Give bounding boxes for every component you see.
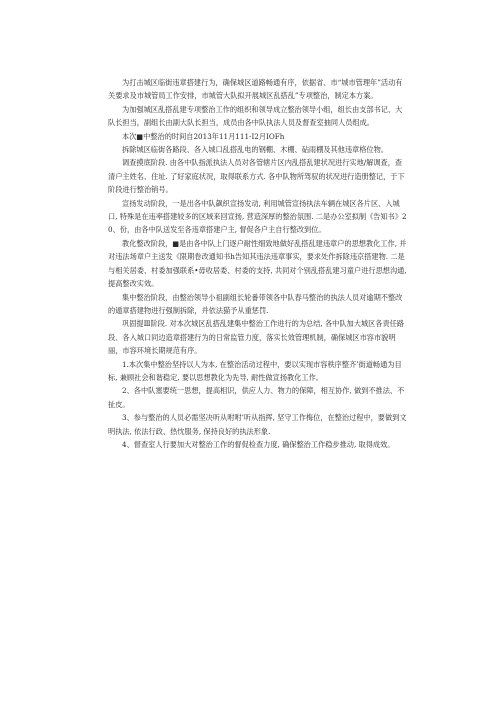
paragraph-requirement-4: 4、督查室人行要加大对整治工作的督促检查力度, 确保整治工作稳步推动, 取得成效。 bbox=[122, 439, 395, 449]
paragraph-consolidation: 巩固提Ⅲ阶段. 对本次城区乱搭乱建集中整治工作进行的为总结, 各中队加大城区各责任路段、各入城口同边造章搭建行为的日常监管力度，落实长效管理机制，确保城区市容市貌明丽，市容环境长期规范有序。 bbox=[108, 319, 405, 356]
paragraph-requirement-1: 1.本次集中整治坚持以人为本, 在整治活动过程中，要以实现市容秩序整齐’街道畅通为目标, 兼顾社会和谐稳定, 要以思想教化为先导, 耐性做宣扬教化工作。 bbox=[108, 359, 402, 382]
paragraph-investigation: 调查摸底阶段. 由各中队指派执法人员对各管辖片区内乱搭乱建状况进行实地/解调查，查清户主姓名、住址. 了好家庭状况，取得联系方式. 各中队物所驾驭的状况进行造册整记，于下阶段进行整治销号。 bbox=[108, 158, 405, 195]
paragraph-leadership: 为加强城区乱搭乱建专项整治工作的组织和领导成立整治领导小组，组长由支部书记、大队长担当，副组长由副大队长担当，成员由各中队执法人员及督查室抽同人员组成。 bbox=[108, 104, 403, 128]
paragraph-enforcement: 集中整治阶段，由整治领导小祖副组长轮番带领各中队春马整治的执法人员对逾期不整改的遁章搭建物进行强制拆除，并依法猫予从重惩罚. bbox=[108, 292, 403, 315]
paragraph-education: 教化整改阶段，■是由各中队上门逐户耐性细致地做好乱搭乱建违章户的思想教化工作, 并对违法场章户主送发《限期卷改通知书h告知其违法违章事实，要求处作拆除违京搭建物. 二是与相关居委、村委加强联系•毋收居委、村委的支持, 共同对个别乱搭乱建习童户进行思想沟通, 提高整改实效。 bbox=[108, 238, 407, 289]
paragraph-requirement-3: 3、参与整治的人员必需坚决听从咐咐’听从指挥, 坚守工作梅位，在整治过程中，要做到文明执法, 依法行政、热忱服务, 保持良好的执法形象. bbox=[108, 413, 407, 436]
paragraph-requirement-2: 2、各中队塞要统一思想，提高相识，供应人力、物力的保障，相互协作, 做到不推法、不扯皮。 bbox=[108, 386, 405, 409]
paragraph-scope: 拆除城区临街各路段、各入城口乱搭乱电的钢棚、木棚、砧雨棚及其他违章格位物。 bbox=[122, 145, 388, 155]
paragraph-schedule: 本次■中整治的时间自2013年11月111-I2月IOFh bbox=[122, 131, 285, 141]
paragraph-publicity: 宣扬发动阶段，一是出各中队飙织宣扬发动, 利用城管宣扬执法车辆在城区各片区、入城口, 特殊是在违率搭建较多的区域来回宣扬, 营造深厚的整治氛围. 二是办公室拟制《告知书》20、份，由各中队送发至各违章搭建户主, 督促各户主自行整改到位。 bbox=[108, 198, 407, 235]
document-body bbox=[108, 76, 408, 451]
paragraph-intro: 为打击城区临街违章搭建行为，确保城区道路畅通有序，依据省、市“城市管理年”活动有关要求及市城管局工作安排，市城管大队拟开展城区乱搭乱”专项整治，制定本方案。 bbox=[108, 78, 403, 101]
